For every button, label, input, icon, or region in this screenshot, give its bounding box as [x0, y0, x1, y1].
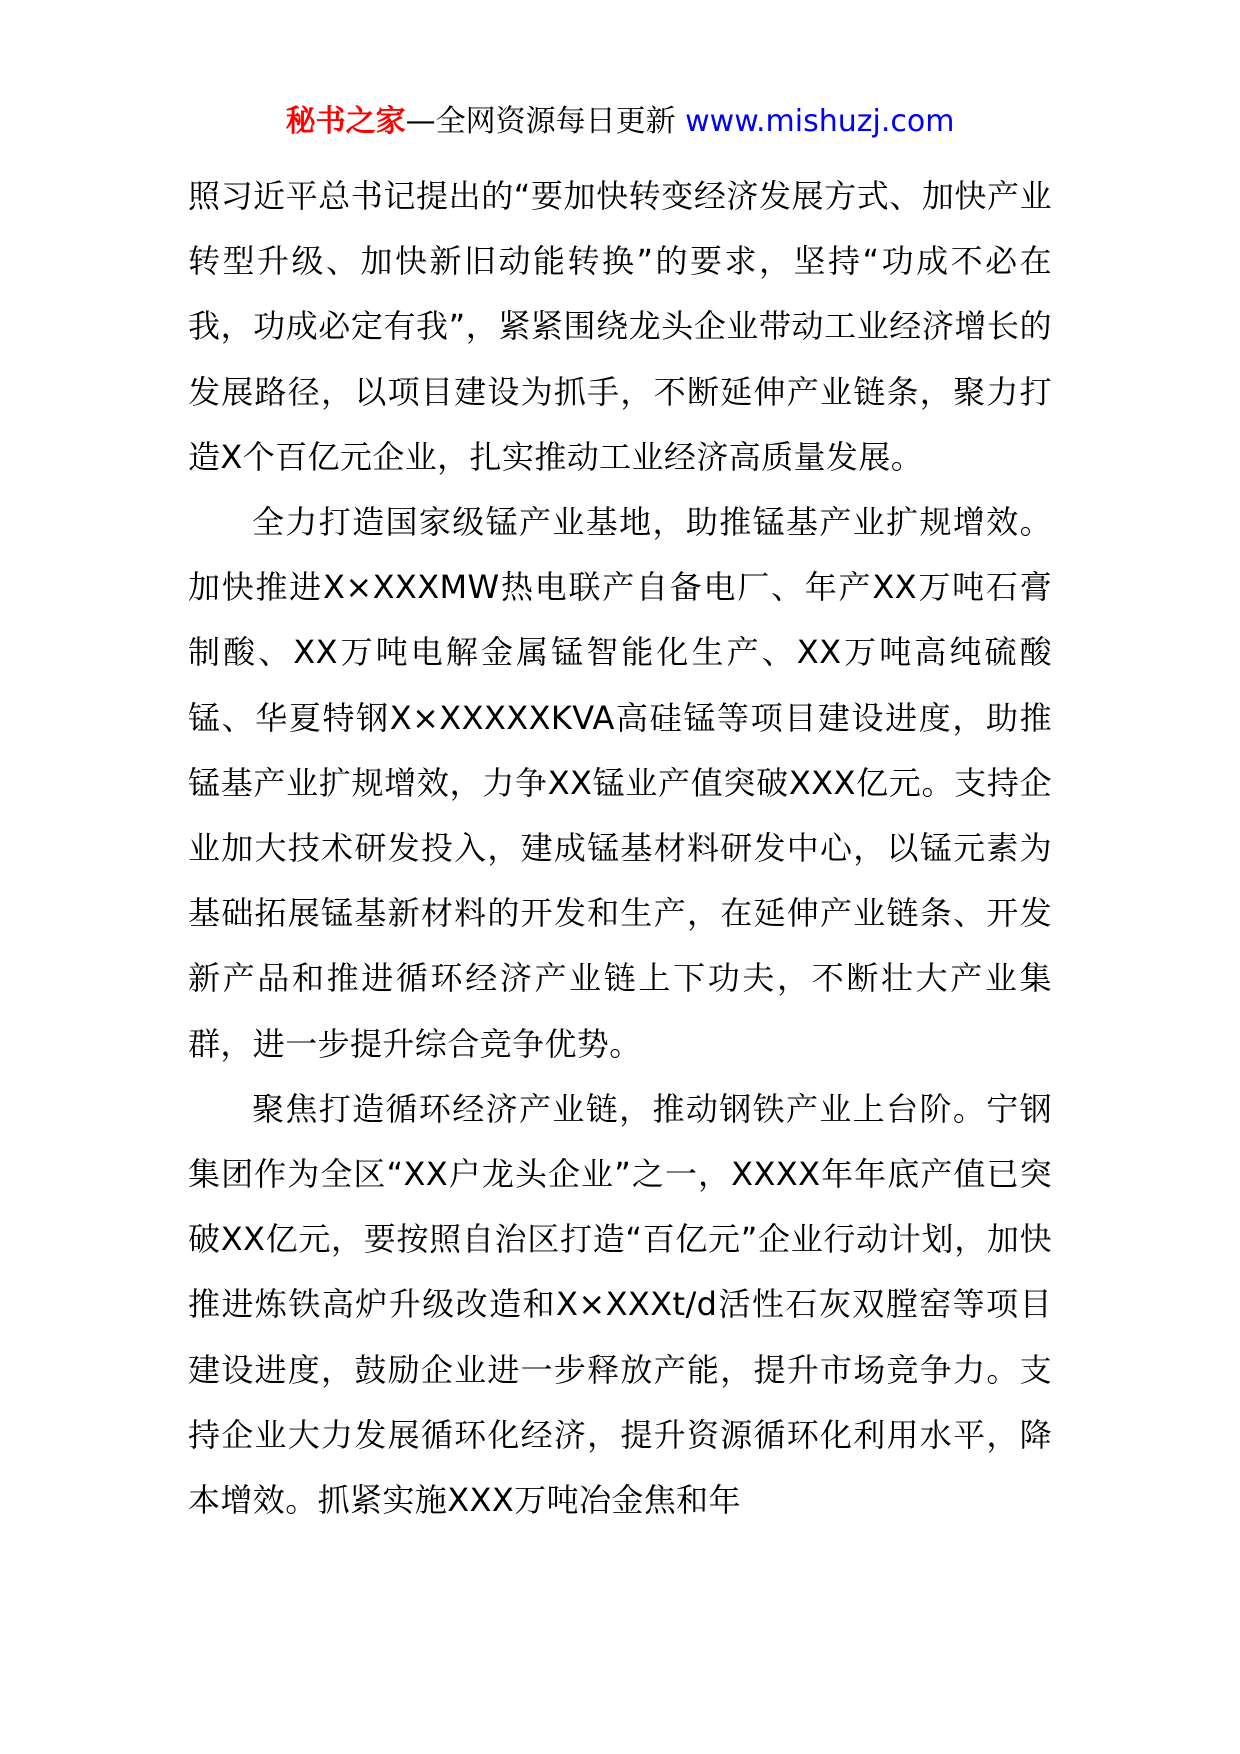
document-body: [188, 164, 1052, 1533]
paragraph-3: 聚焦打造循环经济产业链，推动钢铁产业上台阶。宁钢集团作为全区“XX户龙头企业”之一，XXXX年年底产值已突破XX亿元，要按照自治区打造“百亿元”企业行动计划，加快推进炼铁高炉升级改造和X×XXXt/d活性石灰双膛窑等项目建设进度，鼓励企业进一步释放产能，提升市场竞争力。支持企业大力发展循环化经济，提升资源循环化利用水平，降本增效。抓紧实施XXX万吨冶金焦和年: [188, 1089, 1052, 1520]
page-header: [0, 100, 1240, 144]
website-link[interactable]: www.mishuzj.com: [685, 104, 955, 139]
header-slogan: —全网资源每日更新: [405, 104, 686, 139]
brand-name: 秘书之家: [285, 104, 406, 139]
paragraph-1: 照习近平总书记提出的“要加快转变经济发展方式、加快产业转型升级、加快新旧动能转换”的要求，坚持“功成不必在我，功成必定有我”，紧紧围绕龙头企业带动工业经济增长的发展路径，以项目建设为抓手，不断延伸产业链条，聚力打造X个百亿元企业，扎实推动工业经济高质量发展。: [188, 177, 1052, 476]
paragraph-2: 全力打造国家级锰产业基地，助推锰基产业扩规增效。加快推进X×XXXMW热电联产自备电厂、年产XX万吨石膏制酸、XX万吨电解金属锰智能化生产、XX万吨高纯硫酸锰、华夏特钢X×XXXXXKVA高硅锰等项目建设进度，助推锰基产业扩规增效，力争XX锰业产值突破XXX亿元。支持企业加大技术研发投入，建成锰基材料研发中心，以锰元素为基础拓展锰基新材料的开发和生产，在延伸产业链条、开发新产品和推进循环经济产业链上下功夫，不断壮大产业集群，进一步提升综合竞争优势。: [188, 503, 1052, 1063]
